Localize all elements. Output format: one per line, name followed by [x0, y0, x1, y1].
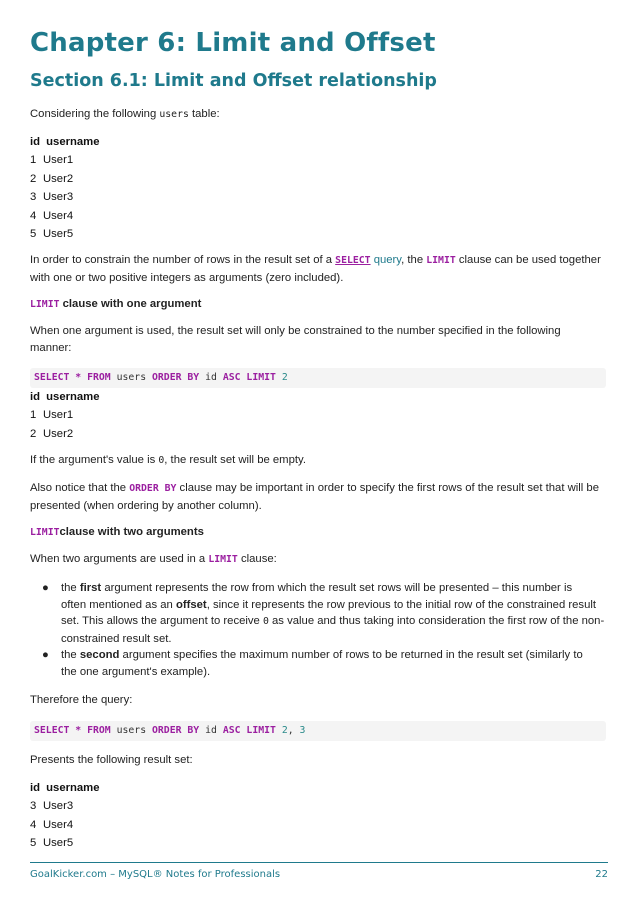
intro-text: Considering the following — [30, 108, 160, 120]
text: In order to constrain the number of rows in the result set of a — [30, 254, 336, 266]
cell-username: User3 — [43, 800, 74, 812]
order-paragraph — [30, 480, 608, 514]
table-row — [30, 207, 100, 226]
chapter-title: Chapter 6: Limit and Offset — [30, 28, 436, 58]
code-token: ASC — [222, 725, 241, 736]
one-arg-paragraph — [30, 323, 608, 356]
text: manner: — [30, 341, 72, 354]
text: clause: — [237, 553, 277, 565]
table-row — [30, 834, 100, 853]
header-username: username — [46, 391, 100, 403]
table-row — [30, 188, 100, 207]
cell-id: 2 — [30, 172, 37, 185]
zero-paragraph — [30, 452, 608, 470]
header-id: id — [30, 391, 41, 403]
cell-id: 1 — [30, 154, 37, 166]
code-token: 2 — [281, 725, 288, 736]
code-token: ORDER BY — [152, 725, 200, 736]
cell-username: User2 — [43, 427, 74, 440]
cell-username: User2 — [43, 172, 74, 185]
header-id: id — [30, 136, 41, 148]
cell-id: 3 — [30, 800, 37, 812]
bold-text: first — [79, 582, 102, 594]
presents-paragraph: Presents the following result set: — [30, 754, 193, 766]
subheading-text: clause with one argument — [59, 298, 202, 310]
text: the — [61, 649, 80, 661]
text: When two arguments are used in a — [30, 553, 209, 565]
cell-username: User5 — [43, 228, 74, 240]
code-token: 3 — [299, 725, 306, 736]
inline-code-zero: 0 — [158, 455, 165, 466]
header-username: username — [46, 782, 100, 794]
subheading-two-arguments — [30, 524, 608, 542]
text: argument specifies the maximum number of rows to be returned in the result set (similarly to — [119, 649, 583, 661]
code-token: ASC — [222, 372, 241, 383]
text: the — [61, 582, 80, 594]
text: , the result set will be empty. — [164, 454, 306, 466]
inline-code-zero: 0 — [262, 616, 269, 627]
text: with one or two positive integers as arguments (zero included). — [30, 271, 344, 284]
code-token: , — [287, 725, 294, 736]
inline-code-limit: LIMIT — [208, 554, 238, 565]
code-token: users — [116, 372, 147, 383]
text: When one argument is used, the result set will only be constrained to the number specified in the following — [30, 325, 561, 337]
cell-id: 3 — [30, 191, 37, 203]
footer-divider — [30, 862, 608, 863]
code-block-1 — [30, 368, 606, 388]
bullet-icon: ● — [42, 649, 49, 661]
code-token: * — [75, 725, 82, 736]
footer-title[interactable]: GoalKicker.com – MySQL® Notes for Professionals — [30, 869, 281, 880]
bold-text: offset — [175, 598, 207, 611]
header-username: username — [46, 136, 100, 148]
code-block-2 — [30, 721, 606, 741]
inline-code-users: users — [159, 109, 189, 120]
result-table-1 — [30, 388, 100, 443]
cell-username: User1 — [43, 409, 74, 421]
query-link[interactable]: query — [370, 254, 402, 266]
text: the one argument's example). — [61, 665, 211, 678]
cell-username: User5 — [43, 837, 74, 849]
cell-username: User3 — [43, 191, 74, 203]
bullet-text — [61, 580, 609, 647]
code-token: 2 — [281, 372, 288, 383]
code-token: FROM — [87, 372, 111, 383]
text: clause may be important in order to specify the first rows of the result set that will be — [176, 482, 599, 494]
bold-text: second — [79, 649, 120, 661]
text: often mentioned as an — [61, 598, 176, 611]
code-token: SELECT — [34, 372, 70, 383]
inline-code-limit: LIMIT — [30, 299, 60, 310]
code-token: SELECT — [34, 725, 70, 736]
cell-id: 2 — [30, 427, 37, 440]
code-token: ORDER BY — [152, 372, 200, 383]
text: presented (when ordering by another column). — [30, 499, 262, 512]
cell-username: User4 — [43, 818, 74, 831]
inline-code-limit: LIMIT — [426, 255, 456, 266]
subheading-text: clause with two arguments — [59, 526, 204, 538]
intro-text-end: table: — [188, 108, 220, 120]
result-table-2 — [30, 779, 100, 853]
subheading-one-argument — [30, 296, 608, 314]
cell-id: 4 — [30, 209, 37, 222]
table-row — [30, 225, 100, 244]
page-number: 22 — [595, 869, 608, 880]
cell-id: 5 — [30, 228, 37, 240]
text: argument represents the row from which the result set rows will be presented – this number is — [101, 582, 573, 594]
text: constrained result set. — [61, 632, 172, 645]
table-row — [30, 816, 100, 835]
cell-id: 4 — [30, 818, 37, 831]
code-token: FROM — [87, 725, 111, 736]
code-token: LIMIT — [246, 725, 276, 736]
text: If the argument's value is — [30, 454, 159, 466]
table-row — [30, 425, 100, 444]
text: set. This allows the argument to receive — [61, 615, 263, 627]
inline-code-order-by: ORDER BY — [129, 483, 177, 494]
table-row — [30, 406, 100, 425]
intro-paragraph — [30, 106, 608, 124]
code-token: users — [116, 725, 147, 736]
code-token: * — [75, 372, 82, 383]
table-header — [30, 388, 100, 406]
section-title: Section 6.1: Limit and Offset relationship — [30, 71, 437, 91]
inline-code-limit: LIMIT — [30, 527, 60, 538]
constrain-paragraph — [30, 252, 608, 286]
cell-username: User1 — [43, 154, 74, 166]
cell-username: User4 — [43, 209, 74, 222]
text: , the — [401, 254, 427, 266]
two-args-paragraph — [30, 551, 608, 569]
table-header — [30, 779, 100, 797]
code-token: id — [205, 725, 217, 736]
bullet-icon: ● — [42, 582, 49, 594]
cell-id: 5 — [30, 837, 37, 849]
table-row — [30, 797, 100, 816]
table-header — [30, 133, 100, 151]
table-row — [30, 170, 100, 189]
table-row — [30, 151, 100, 170]
text: clause can be used together — [455, 254, 601, 266]
text: , since it represents the row previous to the initial row of the constrained result — [206, 598, 597, 611]
therefore-paragraph: Therefore the query: — [30, 694, 133, 706]
text: as value and thus taking into consideration the first row of the non- — [268, 615, 605, 627]
code-token: LIMIT — [246, 372, 276, 383]
code-token: id — [205, 372, 217, 383]
text: Also notice that the — [30, 482, 130, 494]
header-id: id — [30, 782, 41, 794]
users-table — [30, 133, 100, 244]
cell-id: 1 — [30, 409, 37, 421]
bullet-text — [61, 647, 609, 680]
select-link[interactable]: SELECT — [335, 255, 371, 266]
